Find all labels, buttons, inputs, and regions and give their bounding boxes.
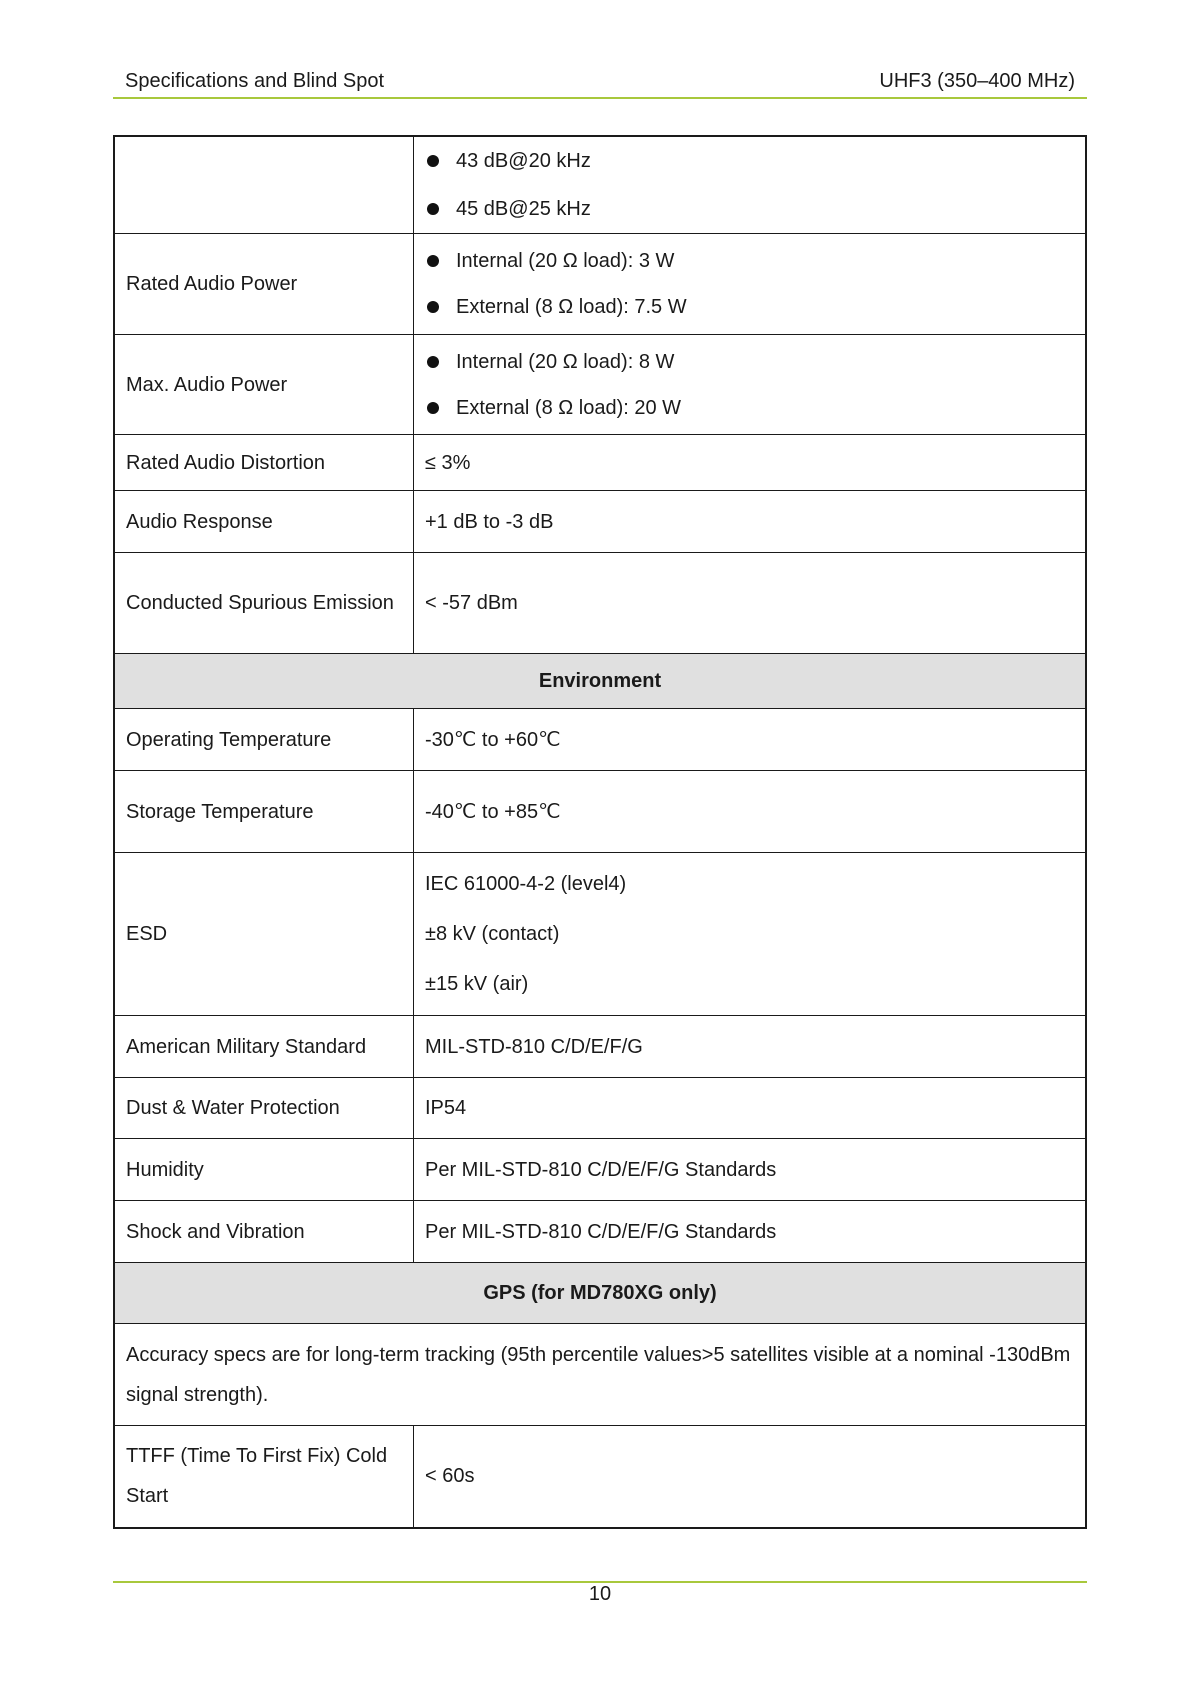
row-value: IP54 (414, 1078, 1087, 1139)
accuracy-note: Accuracy specs are for long-term tracking (95th percentile values>5 satellites visible at a nominal -130dBm signal strength). (114, 1324, 1086, 1426)
row-value: < -57 dBm (414, 553, 1087, 654)
value-line: ±8 kV (contact) (425, 923, 560, 945)
table-row (114, 435, 1086, 491)
table-row (114, 234, 1086, 335)
row-value: +1 dB to -3 dB (414, 491, 1087, 553)
row-label: Shock and Vibration (114, 1201, 414, 1263)
page-number: 10 (588, 1583, 612, 1605)
header-band-label: UHF3 (350–400 MHz) (879, 70, 1075, 92)
list-item: External (8 Ω load): 20 W (425, 385, 1074, 431)
table-row (114, 1324, 1086, 1426)
row-label: Dust & Water Protection (114, 1078, 414, 1139)
list-item: Internal (20 Ω load): 8 W (425, 339, 1074, 385)
table-row (114, 1201, 1086, 1263)
row-value: < 60s (414, 1426, 1087, 1528)
list-item: 45 dB@25 kHz (425, 185, 1074, 233)
row-value: Per MIL-STD-810 C/D/E/F/G Standards (414, 1201, 1087, 1263)
section-header-environment (114, 654, 1086, 709)
row-value (414, 853, 1087, 1016)
section-title: GPS (for MD780XG only) (114, 1263, 1086, 1324)
row-label: Humidity (114, 1139, 414, 1201)
row-value (414, 234, 1087, 335)
table-row (114, 553, 1086, 654)
list-item: 43 dB@20 kHz (425, 137, 1074, 185)
table-row (114, 771, 1086, 853)
row-value: Per MIL-STD-810 C/D/E/F/G Standards (414, 1139, 1087, 1201)
row-value: MIL-STD-810 C/D/E/F/G (414, 1016, 1087, 1078)
row-label: Audio Response (114, 491, 414, 553)
list-item: Internal (20 Ω load): 3 W (425, 238, 1074, 284)
table-row (114, 136, 1086, 234)
row-label: Max. Audio Power (114, 335, 414, 435)
header-divider (113, 97, 1087, 99)
table-row (114, 853, 1086, 1016)
row-value: -30℃ to +60℃ (414, 709, 1087, 771)
table-row (114, 1016, 1086, 1078)
row-label: Conducted Spurious Emission (114, 553, 414, 654)
row-label: Storage Temperature (114, 771, 414, 853)
table-row (114, 1078, 1086, 1139)
row-value: ≤ 3% (414, 435, 1087, 491)
row-label: Rated Audio Power (114, 234, 414, 335)
header-section-title: Specifications and Blind Spot (125, 70, 385, 92)
value-line: IEC 61000-4-2 (level4) (425, 873, 627, 895)
row-label: ESD (114, 853, 414, 1016)
row-label: American Military Standard (114, 1016, 414, 1078)
section-header-gps (114, 1263, 1086, 1324)
row-label: TTFF (Time To First Fix) Cold Start (114, 1426, 414, 1528)
row-value (414, 335, 1087, 435)
row-label (114, 136, 414, 234)
value-line: ±15 kV (air) (425, 973, 529, 995)
row-label: Rated Audio Distortion (114, 435, 414, 491)
spec-table (113, 135, 1087, 1529)
row-value (414, 136, 1087, 234)
list-item: External (8 Ω load): 7.5 W (425, 284, 1074, 330)
table-row (114, 709, 1086, 771)
table-row (114, 1139, 1086, 1201)
page-header (113, 70, 1087, 96)
table-row (114, 1426, 1086, 1528)
row-value: -40℃ to +85℃ (414, 771, 1087, 853)
section-title: Environment (114, 654, 1086, 709)
row-label: Operating Temperature (114, 709, 414, 771)
table-row (114, 335, 1086, 435)
table-row (114, 491, 1086, 553)
